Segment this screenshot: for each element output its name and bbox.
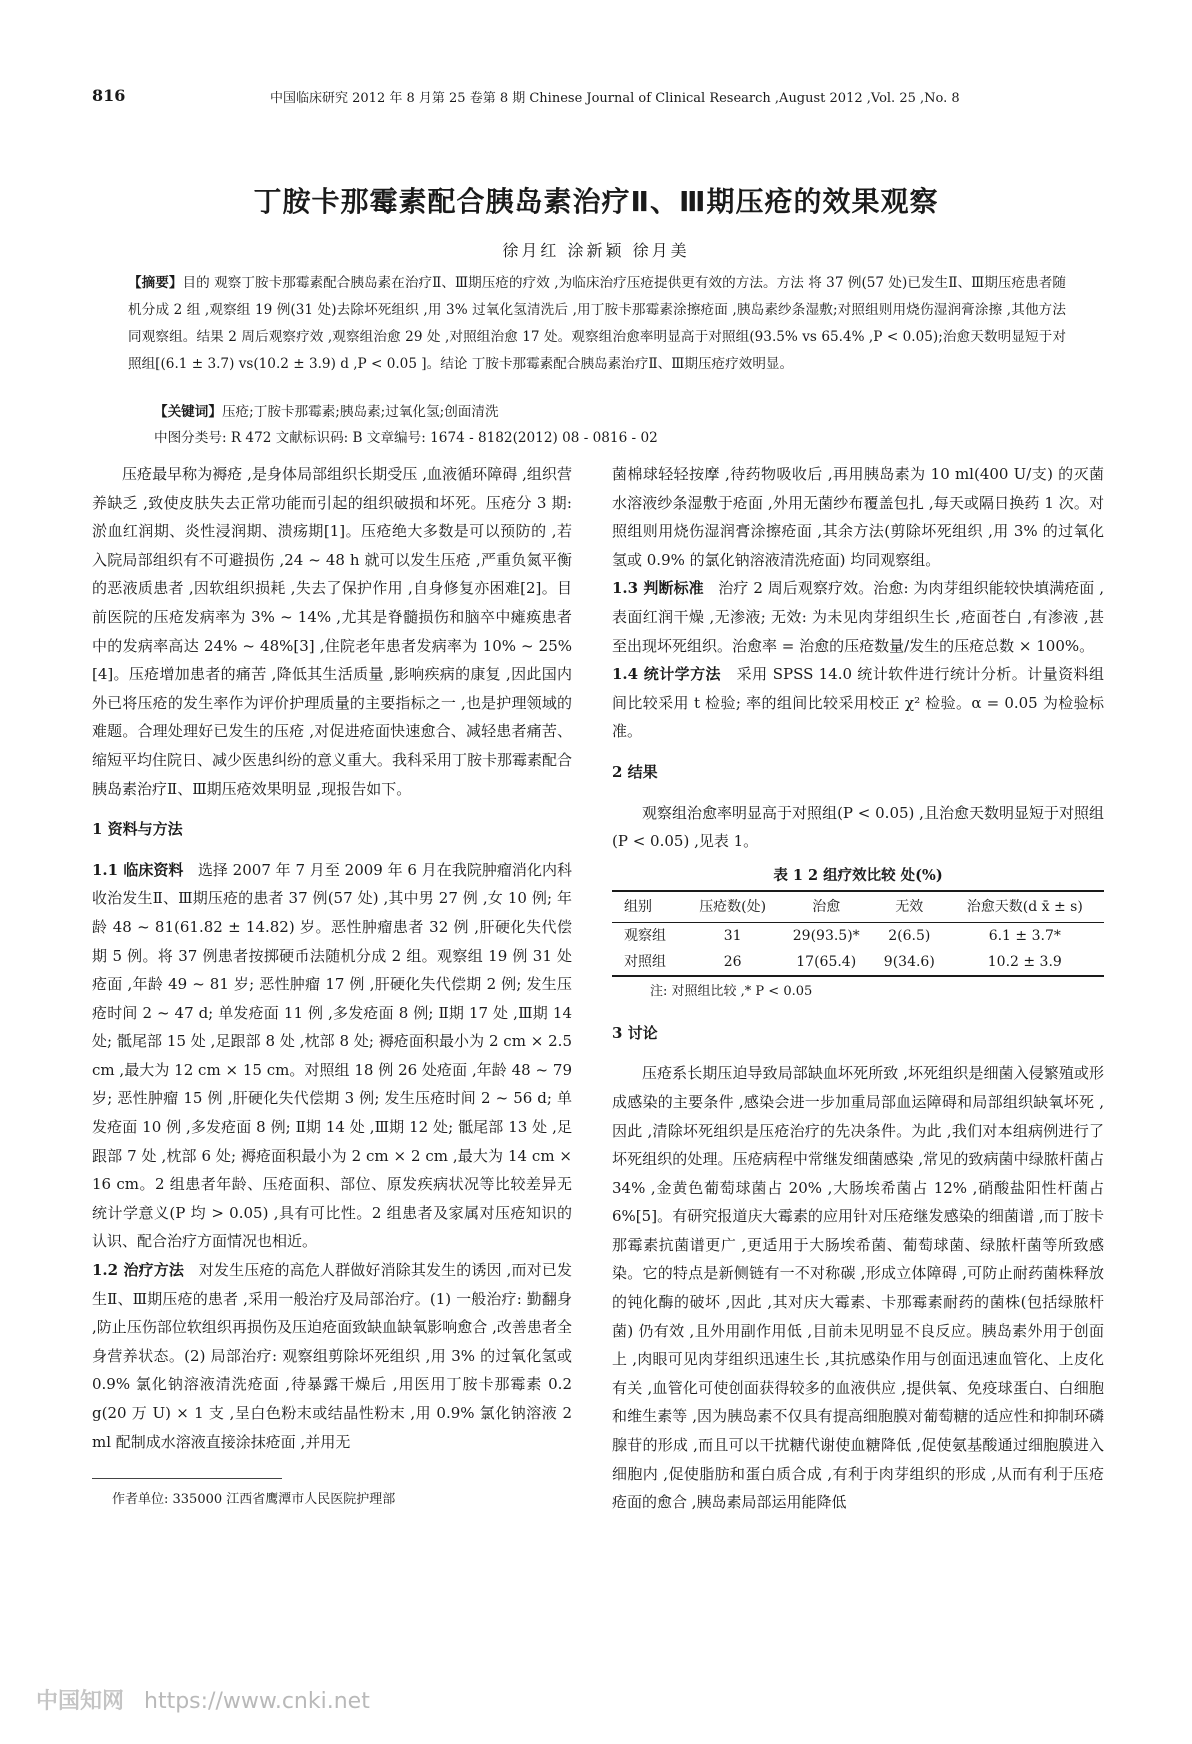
section-1-1-text: 选择 2007 年 7 月至 2009 年 6 月在我院肿瘤消化内科收治发生Ⅱ、Ⅲ期压疮的患者 37 例(57 处) ,其中男 27 例 ,女 10 例; 年龄 48 ~ 81(61.82 ± 14.82) 岁。恶性肿瘤患者 32 例 ,肝硬化失代偿期 5 例。将 37 例患者按掷硬币法随机分成 2 组。观察组 19 例 31 处疮面 ,年龄 49 ~ 81 岁; 恶性肿瘤 17 例 ,肝硬化失代偿期 2 例; 发生压疮时间 2 ~ 47 d; 单发疮面 11 例 ,多发疮面 8 例; Ⅱ期 17 处 ,Ⅲ期 14 处; 骶尾部 15 处 ,足跟部 8 处 ,枕部 8 处; 褥疮面积最小为 2 cm × 2.5 cm ,最大为 12 cm × 15 cm。对照组 18 例 26 处疮面 ,年龄 48 ~ 79 岁; 恶性肿瘤 15 例 ,肝硬化失代偿期 3 例; 发生压疮时间 2 ~ 56 d; 单发疮面 10 例 ,多发疮面 8 例; Ⅱ期 14 处 ,Ⅲ期 12 处; 骶尾部 13 处 ,足跟部 7 处 ,枕部 6 处; 褥疮面积最小为 2 cm × 2 cm ,最大为 14 cm × 16 cm。2 组患者年龄、压疮面积、部位、原发疾病状况等比较差异无统计学意义(P 均 > 0.05) ,具有可比性。2 组患者及家属对压疮知识的认识、配合治疗方面情况也相近。 [92, 860, 572, 1251]
table-note: 注: 对照组比较 ,* P < 0.05 [650, 983, 813, 999]
section-1-2-continued: 菌棉球轻轻按摩 ,待药物吸收后 ,再用胰岛素为 10 ml(400 U/支) 的灭菌水溶液纱条湿敷于疮面 ,外用无菌纱布覆盖包扎 ,每天或隔日换药 1 次。对照组则用烧伤湿润膏涂擦疮面 ,其余方法(剪除坏死组织 ,用 3% 的过氧化氢或 0.9% 的氯化钠溶液清洗疮面) 均同观察组。 [612, 465, 1104, 569]
table-cell: 10.2 ± 3.9 [987, 953, 1062, 970]
right-column [612, 460, 1104, 1517]
article-title: 丁胺卡那霉素配合胰岛素治疗Ⅱ、Ⅲ期压疮的效果观察 [253, 185, 939, 218]
running-title: 中国临床研究 2012 年 8 月第 25 卷第 8 期 Chinese Journal of Clinical Research ,August 2012 ,Vol. 25 ,No. 8 [270, 91, 960, 106]
section-1-4-text: 采用 SPSS 14.0 统计软件进行统计分析。计量资料组间比较采用 t 检验; 率的组间比较采用校正 χ² 检验。α = 0.05 为检验标准。 [612, 665, 1104, 741]
running-header [92, 86, 1102, 110]
table-cell: 31 [723, 927, 742, 944]
section-1-2-text: 对发生压疮的高危人群做好消除其发生的诱因 ,而对已发生Ⅱ、Ⅲ期压疮的患者 ,采用一般治疗及局部治疗。(1) 一般治疗: 勤翻身 ,防止压伤部位软组织再损伤及压迫疮面致缺血缺氧影响愈合 ,改善患者全身营养状态。(2) 局部治疗: 观察组剪除坏死组织 ,用 3% 的过氧化氢或 0.9% 氯化钠溶液清洗疮面 ,待暴露干燥后 ,用医用丁胺卡那霉素 0.2 g(20 万 U) × 1 支 ,呈白色粉末或结晶性粉末 ,用 0.9% 氯化钠溶液 2 ml 配制成水溶液直接涂抹疮面 ,并用无 [92, 1261, 572, 1451]
table-cell: 观察组 [624, 927, 666, 944]
section-3-heading: 3 讨论 [612, 1023, 658, 1042]
article-authors: 徐月红 涂新颖 徐月美 [502, 241, 690, 260]
abstract-label: 【摘要】 [128, 275, 183, 291]
results-table-block [612, 862, 1104, 1007]
section-2-heading: 2 结果 [612, 762, 658, 781]
table-cell: 29(93.5)* [792, 927, 860, 944]
author-affiliation-footnote: 作者单位: 335000 江西省鹰潭市人民医院护理部 [112, 1492, 396, 1507]
keywords [154, 400, 1066, 425]
table-cell: 对照组 [624, 953, 666, 970]
results-table [612, 890, 1104, 977]
intro-paragraph: 压疮最早称为褥疮 ,是身体局部组织长期受压 ,血液循环障碍 ,组织营养缺乏 ,致使皮肤失去正常功能而引起的组织破损和坏死。压疮分 3 期: 淤血红润期、炎性浸润期、溃疡期[1]。压疮绝大多数是可以预防的 ,若入院局部组织有不可避损伤 ,24 ~ 48 h 就可以发生压疮 ,严重负氮平衡的恶液质患者 ,因软组织损耗 ,失去了保护作用 ,自身修复亦困难[2]。目前医院的压疮发病率为 3% ~ 14% ,尤其是脊髓损伤和脑卒中瘫痪患者中的发病率高达 24% ~ 48%[3] ,住院老年患者发病率为 10% ~ 25%[4]。压疮增加患者的痛苦 ,降低其生活质量 ,影响疾病的康复 ,因此国内外已将压疮的发生率作为评价护理质量的主要指标之一 ,也是护理领域的难题。合理处理好已发生的压疮 ,对促进疮面快速愈合、减轻患者痛苦、缩短平均住院日、减少医患纠纷的意义重大。我科采用丁胺卡那霉素配合胰岛素治疗Ⅱ、Ⅲ期压疮效果明显 ,现报告如下。 [92, 465, 573, 798]
section-1-4-heading: 1.4 统计学方法 [612, 665, 722, 684]
discussion-paragraph: 压疮系长期压迫导致局部缺血坏死所致 ,坏死组织是细菌入侵繁殖或形成感染的主要条件 ,感染会进一步加重局部血运障碍和局部组织缺氧坏死 ,因此 ,清除坏死组织是压疮治疗的先决条件。为此 ,我们对本组病例进行了坏死组织的处理。压疮病程中常继发细菌感染 ,常见的致病菌中绿脓杆菌占 34% ,金黄色葡萄球菌占 20% ,大肠埃希菌占 12% ,硝酸盐阳性杆菌占 6%[5]。有研究报道庆大霉素的应用针对压疮继发感染的细菌谱 ,而丁胺卡那霉素抗菌谱更广 ,更适用于大肠埃希菌、葡萄球菌、绿脓杆菌等所致感染。它的特点是新侧链有一不对称碳 ,形成立体障碍 ,可防止耐药菌株释放的钝化酶的破坏 ,因此 ,其对庆大霉素、卡那霉素耐药的菌株(包括绿脓杆菌) 仍有效 ,且外用副作用低 ,目前未见明显不良反应。胰岛素外用于创面上 ,肉眼可见肉芽组织迅速生长 ,其抗感染作用与创面迅速血管化、上皮化有关 ,血管化可使创面获得较多的血液供应 ,提供氧、免疫球蛋白、白细胞和维生素等 ,因为胰岛素不仅具有提高细胞膜对葡萄糖的适应性和抑制环磷腺苷的形成 ,而且可以干扰糖代谢使血糖降低 ,促使氨基酸通过细胞膜进入细胞内 ,促使脂肪和蛋白质合成 ,有利于肉芽组织的形成 ,从而有利于压疮疮面的愈合 ,胰岛素局部运用能降低 [612, 1064, 1104, 1512]
table-cell: 2(6.5) [888, 927, 931, 944]
cnki-watermark [36, 1684, 370, 1715]
footnote-divider [92, 1478, 282, 1479]
cnki-url: https://www.cnki.net [144, 1689, 370, 1714]
section-1-4 [612, 660, 1104, 746]
section-1-2 [92, 1256, 572, 1456]
table-header-cell: 无效 [895, 898, 924, 915]
results-paragraph: 观察组治愈率明显高于对照组(P < 0.05) ,且治愈天数明显短于对照组(P < 0.05) ,见表 1。 [612, 803, 1104, 851]
cnki-logo: 中国知网 [36, 1689, 125, 1714]
table-row [612, 922, 1104, 949]
table-header-cell: 治愈天数(d x̄ ± s) [966, 898, 1083, 915]
table-header-cell: 组别 [624, 898, 652, 915]
section-1-3 [612, 574, 1104, 660]
table-row [612, 949, 1104, 976]
section-1-1-heading: 1.1 临床资料 [92, 860, 184, 879]
table-cell: 9(34.6) [883, 953, 935, 970]
table-header-cell: 治愈 [812, 898, 841, 915]
classification-line: 中图分类号: R 472 文献标识码: B 文章编号: 1674 - 8182(2012) 08 - 0816 - 02 [154, 430, 658, 446]
table-caption: 表 1 2 组疗效比较 处(%) [773, 866, 943, 884]
left-column [92, 460, 572, 1456]
table-cell: 26 [723, 953, 742, 970]
page-number: 816 [92, 86, 126, 105]
section-1-3-heading: 1.3 判断标准 [612, 579, 704, 598]
table-header-cell: 压疮数(处) [699, 898, 767, 915]
abstract [128, 270, 1066, 378]
table-cell: 6.1 ± 3.7* [988, 927, 1061, 944]
table-cell: 17(65.4) [796, 953, 857, 970]
section-1-2-heading: 1.2 治疗方法 [92, 1261, 185, 1280]
table-header-row [612, 891, 1104, 923]
abstract-text: 目的 观察丁胺卡那霉素配合胰岛素在治疗Ⅱ、Ⅲ期压疮的疗效 ,为临床治疗压疮提供更有效的方法。方法 将 37 例(57 处)已发生Ⅱ、Ⅲ期压疮患者随机分成 2 组 ,观察组 19 例(31 处)去除坏死组织 ,用 3% 过氧化氢清洗后 ,用丁胺卡那霉素涂擦疮面 ,胰岛素纱条湿敷;对照组则用烧伤湿润膏涂擦 ,其他方法同观察组。结果 2 周后观察疗效 ,观察组治愈 29 处 ,对照组治愈 17 处。观察组治愈率明显高于对照组(93.5% vs 65.4% ,P < 0.05);治愈天数明显短于对照组[(6.1 ± 3.7) vs(10.2 ± 3.9) d ,P < 0.05 ]。结论 丁胺卡那霉素配合胰岛素治疗Ⅱ、Ⅲ期压疮疗效明显。 [128, 275, 1066, 372]
section-1-heading: 1 资料与方法 [92, 820, 183, 839]
section-1-1 [92, 856, 572, 1256]
keywords-label: 【关键词】 [154, 404, 222, 420]
section-1-3-text: 治疗 2 周后观察疗效。治愈: 为肉芽组织能较快填满疮面 ,表面红润干燥 ,无渗液; 无效: 为未见肉芽组织生长 ,疮面苍白 ,有渗液 ,甚至出现坏死组织。治愈率 = 治愈的压疮数量/发生的压疮总数 × 100%。 [612, 579, 1104, 655]
keywords-text: 压疮;丁胺卡那霉素;胰岛素;过氧化氢;创面清洗 [221, 404, 499, 420]
